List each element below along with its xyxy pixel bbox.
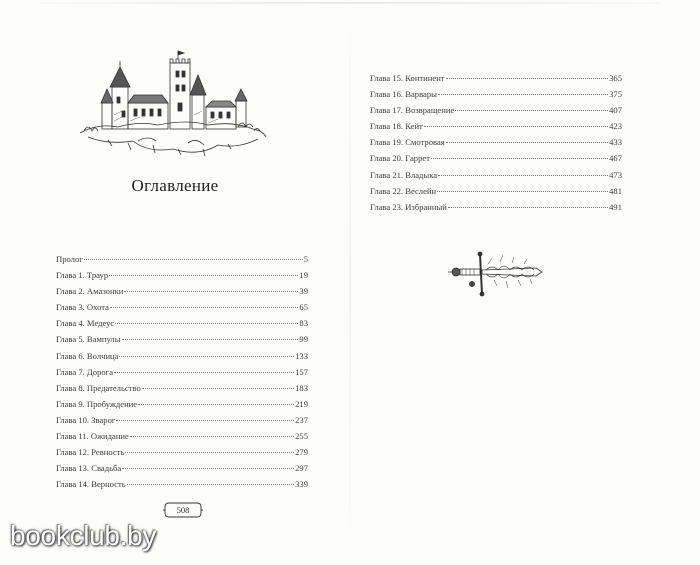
toc-entry-page: 423: [609, 121, 622, 132]
dot-leader: [110, 298, 298, 308]
dot-leader: [116, 411, 294, 421]
toc-entry-label: Глава 20. Гаррет: [370, 153, 430, 164]
toc-entry-page: 83: [299, 318, 308, 329]
dot-leader: [109, 266, 298, 276]
toc-entry-page: 467: [609, 153, 622, 164]
dot-leader: [438, 85, 608, 95]
toc-entry-page: 237: [295, 414, 308, 425]
toc-entry-page: 183: [295, 382, 308, 393]
toc-entry-label: Глава 2. Амазонки: [56, 286, 124, 297]
toc-entry-label: Глава 3. Охота: [56, 302, 109, 313]
toc-entry-label: Глава 14. Верность: [56, 479, 126, 490]
toc-heading: Оглавление: [131, 176, 219, 195]
toc-entry-page: 473: [609, 169, 622, 180]
dot-leader: [455, 101, 608, 111]
dot-leader: [138, 395, 294, 405]
toc-entry-label: Глава 11. Ожидание: [56, 431, 129, 442]
toc-entry-page: 297: [295, 463, 308, 474]
dot-leader: [446, 69, 609, 79]
dot-leader: [448, 198, 608, 208]
toc-entry-page: 39: [299, 286, 308, 297]
toc-entry-label: Глава 7. Дорога: [56, 366, 114, 377]
toc-entry-page: 481: [609, 185, 622, 196]
toc-entry-page: 19: [299, 270, 308, 281]
toc-entry-label: Глава 21. Владыка: [370, 169, 438, 180]
dot-leader: [424, 117, 608, 127]
dot-leader: [130, 427, 294, 437]
toc-entry: [56, 477, 308, 493]
dot-leader: [438, 166, 608, 176]
dot-leader: [142, 379, 294, 389]
dot-leader: [114, 363, 294, 373]
dot-leader: [122, 330, 299, 340]
toc-entry-page: 255: [295, 431, 308, 442]
toc-entry-label: Глава 9. Пробуждение: [56, 398, 138, 409]
toc-entry-label: Глава 10. Зварог: [56, 414, 116, 425]
dot-leader: [115, 314, 298, 324]
page-gutter: [349, 0, 351, 565]
toc-entry-page: 99: [299, 334, 308, 345]
toc-entry-label: Глава 19. Смотровая: [370, 137, 445, 148]
page-number: [163, 501, 203, 519]
toc-entry-label: Глава 13. Свадьба: [56, 463, 122, 474]
toc-entry-label: Глава 8. Предательство: [56, 382, 141, 393]
toc-entry-page: 407: [609, 105, 622, 116]
toc-entry-label: Глава 4. Медеус: [56, 318, 115, 329]
toc-entry-label: Глава 22. Веслейн: [370, 185, 437, 196]
toc-list-right: [370, 71, 622, 216]
toc-entry-label: Глава 6. Волчица: [56, 350, 119, 361]
toc-entry-label: Глава 17. Возвращение: [370, 105, 455, 116]
toc-entry-label: Глава 1. Траур: [56, 270, 109, 281]
toc-entry-page: 65: [299, 302, 308, 313]
toc-entry-label: Глава 15. Континент: [370, 73, 445, 83]
toc-entry-label: Глава 18. Кейт: [370, 121, 423, 132]
sword-illustration: [444, 246, 544, 302]
dot-leader: [437, 182, 608, 192]
dot-leader: [431, 149, 608, 159]
toc-entry: [370, 200, 622, 216]
toc-entry-page: 433: [609, 137, 622, 148]
dot-leader: [124, 282, 298, 292]
toc-entry-page: 219: [295, 398, 308, 409]
toc-entry-label: Пролог: [56, 254, 83, 264]
toc-entry-page: 339: [295, 479, 308, 490]
toc-entry-page: 375: [609, 89, 622, 100]
toc-entry-page: 157: [295, 366, 308, 377]
toc-entry-page: 491: [609, 201, 622, 212]
dot-leader: [122, 459, 294, 469]
dot-leader: [127, 475, 294, 485]
page-number-text: 508: [176, 505, 190, 515]
dot-leader: [84, 250, 303, 260]
dot-leader: [125, 443, 294, 453]
toc-entry-page: 5: [303, 254, 308, 264]
toc-entry-label: Глава 23. Избранный: [370, 201, 447, 212]
toc-entry-label: Глава 12. Ревность: [56, 447, 125, 458]
toc-entry-page: 133: [295, 350, 308, 361]
toc-entry-page: 365: [609, 73, 622, 83]
watermark: bookclub.by: [10, 520, 157, 551]
castle-illustration: [78, 45, 268, 160]
toc-entry-label: Глава 5. Вампулы: [56, 334, 121, 345]
dot-leader: [446, 133, 608, 143]
toc-entry-page: 279: [295, 447, 308, 458]
toc-list-left: [56, 252, 308, 493]
dot-leader: [119, 347, 294, 357]
toc-entry-label: Глава 16. Варвары: [370, 89, 437, 100]
